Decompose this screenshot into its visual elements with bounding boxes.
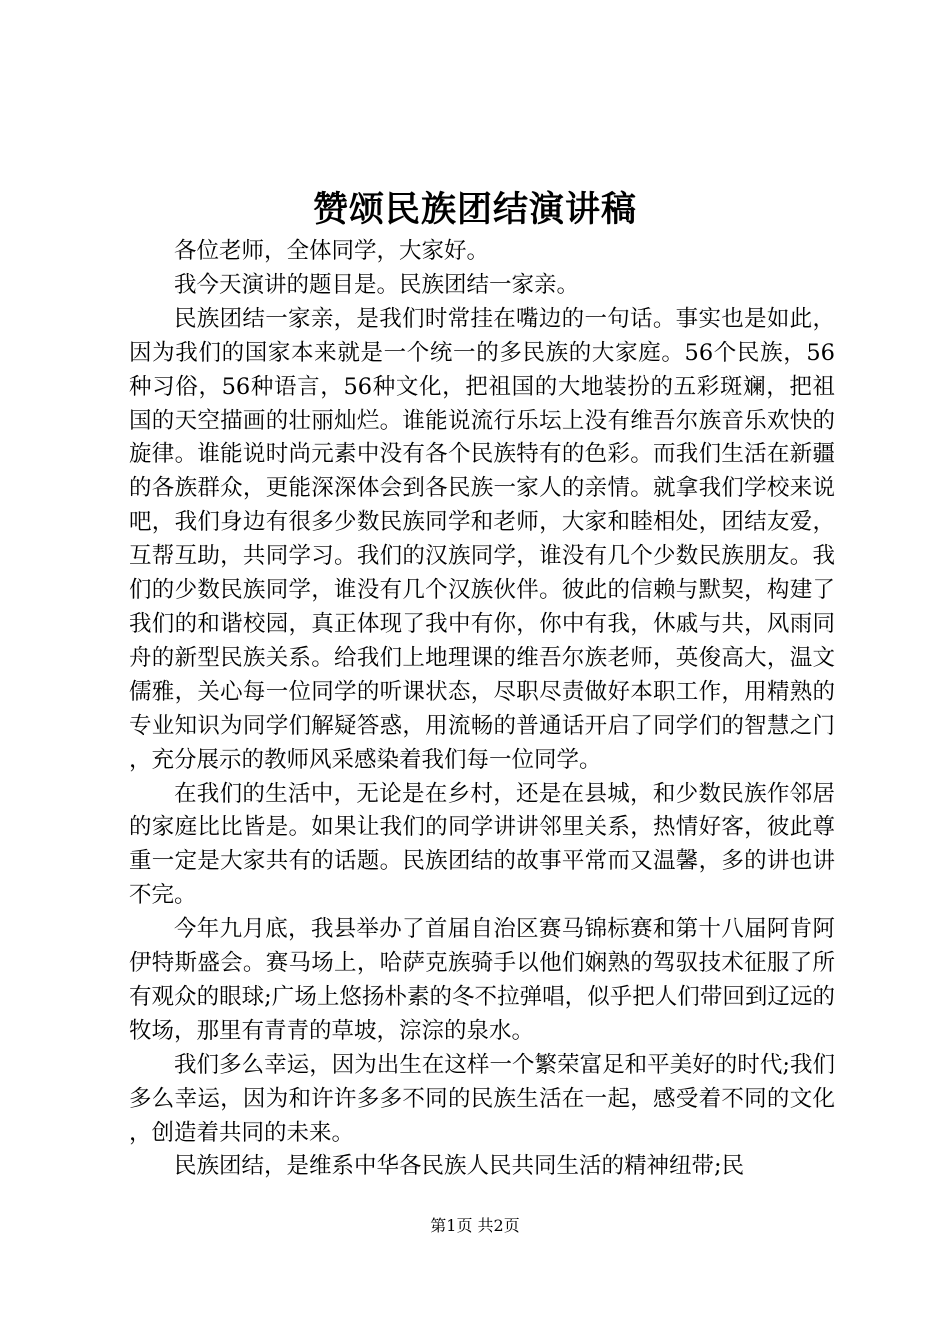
page-footer: 第1页 共2页 bbox=[430, 1216, 520, 1235]
paragraph-greeting: 各位老师，全体同学，大家好。 bbox=[174, 238, 490, 264]
document-body bbox=[129, 235, 835, 1184]
paragraph-topic: 我今天演讲的题目是。民族团结一家亲。 bbox=[174, 271, 580, 298]
paragraph-main: 民族团结一家亲，是我们时常挂在嘴边的一句话。事实也是如此，因为我们的国家本来就是一个统一的多民族的大家庭。56个民族，56种习俗，56种语言，56种文化，把祖国的大地装扮的五彩斑斓，把祖国的天空描画的壮丽灿烂。谁能说流行乐坛上没有维吾尔族音乐欢快的旋律。谁能说时尚元素中没有各个民族特有的色彩。而我们生活在新疆的各族群众，更能深深体会到各民族一家人的亲情。就拿我们学校来说吧，我们身边有很多少数民族同学和老师，大家和睦相处，团结友爱，互帮互助，共同学习。我们的汉族同学，谁没有几个少数民族朋友。我们的少数民族同学，谁没有几个汉族伙伴。彼此的信赖与默契，构建了我们的和谐校园，真正体现了我中有你，你中有我，休戚与共，风雨同舟的新型民族关系。给我们上地理课的维吾尔族老师，英俊高大，温文儒雅，关心每一位同学的听课状态，尽职尽责做好本职工作，用精熟的专业知识为同学们解疑答惑，用流畅的普通话开启了同学们的智慧之门，充分展示的教师风采感染着我们每一位同学。 bbox=[129, 305, 835, 773]
paragraph-unity: 民族团结，是维系中华各民族人民共同生活的精神纽带;民 bbox=[174, 1153, 745, 1180]
document-title: 赞颂民族团结演讲稿 bbox=[312, 189, 637, 230]
paragraph-horse-race: 今年九月底，我县举办了首届自治区赛马锦标赛和第十八届阿肯阿伊特斯盛会。赛马场上，哈萨克族骑手以他们娴熟的驾驭技术征服了所有观众的眼球;广场上悠扬朴素的冬不拉弹唱，似乎把人们带回到辽远的牧场，那里有青青的草坡，淙淙的泉水。 bbox=[129, 916, 835, 1044]
paragraph-neighbors: 在我们的生活中，无论是在乡村，还是在县城，和少数民族作邻居的家庭比比皆是。如果让我们的同学讲讲邻里关系，热情好客，彼此尊重一定是大家共有的话题。民族团结的故事平常而又温馨，多的讲也讲不完。 bbox=[129, 780, 835, 909]
paragraph-fortunate: 我们多么幸运，因为出生在这样一个繁荣富足和平美好的时代;我们多么幸运，因为和许许多多不同的民族生活在一起，感受着不同的文化，创造着共同的未来。 bbox=[129, 1051, 835, 1146]
